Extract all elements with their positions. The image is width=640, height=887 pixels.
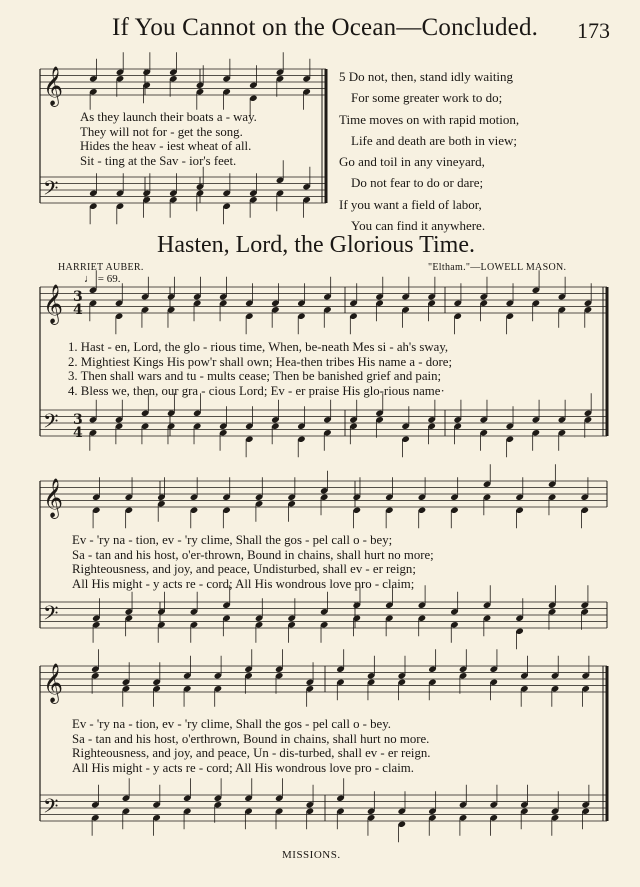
verse-line: 5 Do not, then, stand idly waiting (339, 69, 514, 84)
running-title: If You Cannot on the Ocean—Concluded. (112, 14, 539, 41)
tune-credit: "Eltham."—LOWELL MASON. (428, 262, 567, 273)
lyric-line: Sa - tan and his host, o'er-thrown, Bound in chains, shall hurt no more; (72, 547, 434, 562)
bass-clef: 𝄢 (43, 409, 59, 438)
lyric-line: As they launch their boats a - way. (80, 110, 257, 124)
time-signature: 4 (73, 302, 83, 318)
lyric-line: They will not for - get the song. (80, 124, 243, 139)
time-signature: 3 (73, 412, 83, 428)
footer-label: MISSIONS. (282, 849, 341, 861)
lyric-line: Sit - ting at the Sav - ior's feet. (80, 153, 237, 168)
verse-line: Life and death are both in view; (351, 132, 518, 148)
treble-clef: 𝄞 (43, 663, 64, 703)
verse-line: Time moves on with rapid motion, (339, 111, 520, 127)
author-credit: HARRIET AUBER. (58, 262, 144, 273)
time-signature: 4 (73, 425, 83, 441)
verse-line: Do not fear to do or dare; (351, 175, 484, 191)
bass-clef: 𝄢 (43, 601, 59, 630)
verse-line: Go and toil in any vineyard, (339, 154, 485, 170)
lyric-line: Ev - 'ry na - tion, ev - 'ry clime, Shall the gos - pel call o - bey. (72, 717, 391, 731)
lyric-line: 2. Mightiest Kings His pow'r shall own; Hea-then tribes His name a - dore; (68, 354, 453, 369)
lyric-line: All His might - y acts re - cord; All His wondrous love pro - claim; (72, 576, 415, 591)
verse-line: For some greater work to do; (351, 90, 503, 106)
lyric-line: All His might - y acts re - cord; All His wondrous love pro - claim. (72, 760, 414, 775)
lyric-line: Righteousness, and joy, and peace, Undisturbed, shall ev - er reign; (72, 562, 416, 577)
lyric-line: Righteousness, and joy, and peace, Un - dis-turbed, shall ev - er reign. (72, 746, 431, 761)
treble-clef: 𝄞 (43, 66, 64, 106)
lyric-line: 3. Then shall wars and tu - mults cease; Then be banished grief and pain; (68, 369, 442, 384)
tempo-marking: ♩ = 69. (84, 273, 121, 285)
bass-clef: 𝄢 (43, 176, 59, 205)
lyric-line: Hides the heav - iest wheat of all. (80, 139, 252, 154)
verse-line: If you want a field of labor, (339, 196, 482, 212)
lyric-line: 4. Bless we, then, our gra - cious Lord; Ev - er praise His glo-rious name· (68, 383, 445, 398)
lyric-line: 1. Hast - en, Lord, the glo - rious time, When, be-neath Mes si - ah's sway, (68, 340, 449, 354)
time-signature: 3 (73, 289, 83, 305)
lyric-line: Sa - tan and his host, o'erthrown, Bound in chains, shall hurt no more. (72, 731, 430, 746)
page-number: 173 (577, 18, 610, 43)
lyric-line: Ev - 'ry na - tion, ev - 'ry clime, Shall the gos - pel call o - bey; (72, 533, 393, 547)
hymn-title: Hasten, Lord, the Glorious Time. (157, 232, 475, 258)
treble-clef: 𝄞 (43, 284, 64, 324)
bass-clef: 𝄢 (43, 794, 59, 823)
treble-clef: 𝄞 (43, 478, 64, 518)
verse-line: You can find it anywhere. (351, 218, 486, 234)
